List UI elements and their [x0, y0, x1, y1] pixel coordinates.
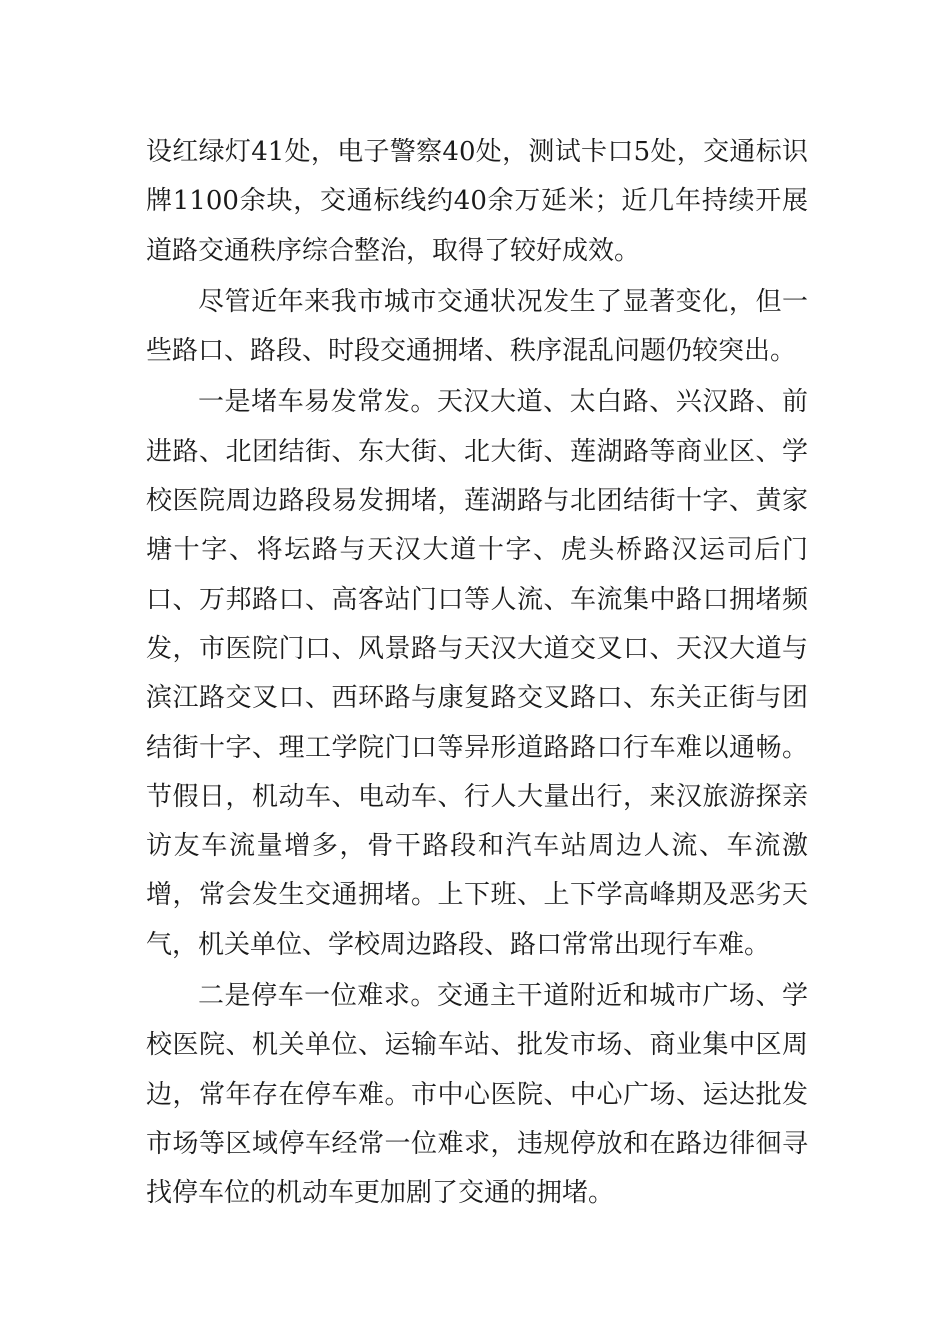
paragraph-1: 设红绿灯41处，电子警察40处，测试卡口5处，交通标识牌1100余块，交通标线约40余万延米；近几年持续开展道路交通秩序综合整治，取得了较好成效。: [146, 137, 808, 266]
paragraph-4: 二是停车一位难求。交通主干道附近和城市广场、学校医院、机关单位、运输车站、批发市场、商业集中区周边，常年存在停车难。市中心医院、中心广场、运达批发市场等区域停车经常一位难求，违规停放和在路边徘徊寻找停车位的机动车更加剧了交通的拥堵。: [146, 981, 808, 1209]
paragraph-2: 尽管近年来我市城市交通状况发生了显著变化，但一些路口、路段、时段交通拥堵、秩序混乱问题仍较突出。: [146, 286, 808, 367]
paragraph-3: 一是堵车易发常发。天汉大道、太白路、兴汉路、前进路、北团结街、东大街、北大街、莲湖路等商业区、学校医院周边路段易发拥堵，莲湖路与北团结街十字、黄家塘十字、将坛路与天汉大道十字、虎头桥路汉运司后门口、万邦路口、高客站门口等人流、车流集中路口拥堵频发，市医院门口、风景路与天汉大道交叉口、天汉大道与滨江路交叉口、西环路与康复路交叉路口、东关正街与团结街十字、理工学院门口等异形道路路口行车难以通畅。节假日，机动车、电动车、行人大量出行，来汉旅游探亲访友车流量增多，骨干路段和汽车站周边人流、车流激增，常会发生交通拥堵。上下班、上下学高峰期及恶劣天气，机关单位、学校周边路段、路口常常出现行车难。: [146, 387, 808, 960]
body-text: [146, 128, 808, 1219]
